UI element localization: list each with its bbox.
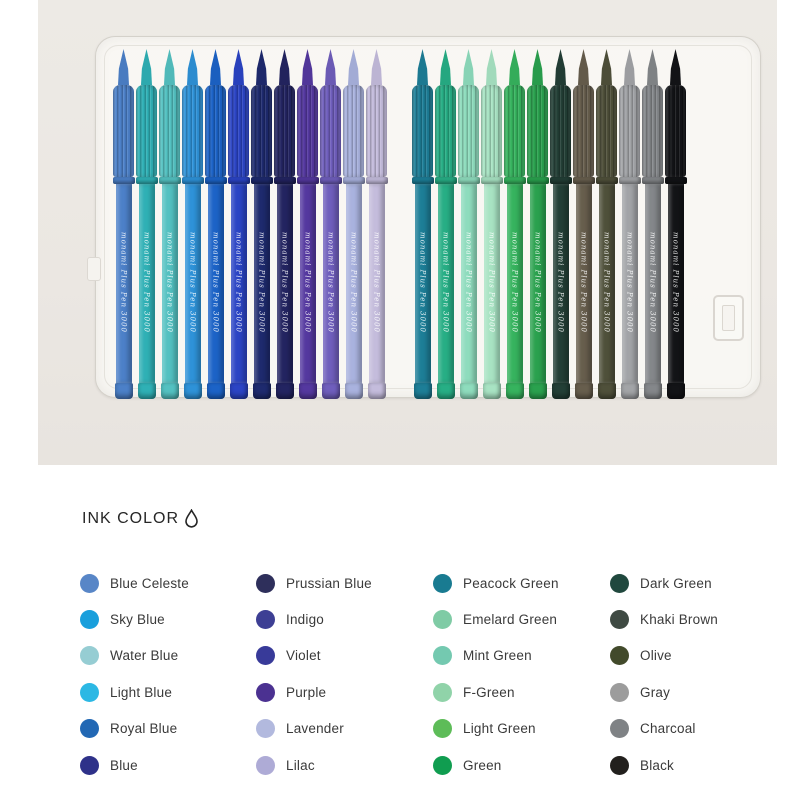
- pen-cap-rim: [228, 177, 250, 184]
- pen-cap-rim: [573, 177, 595, 184]
- pen-label: monami Plus Pen 3000: [303, 232, 312, 333]
- pen-end-cap: [598, 383, 616, 399]
- legend-item: [433, 674, 610, 710]
- pen-cap-rim: [205, 177, 227, 184]
- pen-end-cap: [575, 383, 593, 399]
- pen-cap-rim: [343, 177, 365, 184]
- pen-end-cap: [483, 383, 501, 399]
- legend-item: [610, 601, 800, 637]
- pen: [618, 49, 641, 399]
- legend-item: [256, 601, 433, 637]
- legend-item: [433, 638, 610, 674]
- pen-body: [622, 184, 638, 383]
- pen: [641, 49, 664, 399]
- pen-label: monami Plus Pen 3000: [648, 232, 657, 333]
- pen-tip-icon: [532, 49, 543, 85]
- pen: [365, 49, 388, 399]
- pen-cap: [527, 85, 548, 177]
- color-swatch: [433, 683, 452, 702]
- color-label: Peacock Green: [463, 575, 559, 591]
- pen: [572, 49, 595, 399]
- pen-body: [369, 184, 385, 383]
- pen-end-cap: [161, 383, 179, 399]
- pen-cap: [205, 85, 226, 177]
- pen-label: monami Plus Pen 3000: [326, 232, 335, 333]
- pen-row-blues: [112, 49, 388, 399]
- pen-cap-rim: [642, 177, 664, 184]
- pen-cap-rim: [527, 177, 549, 184]
- color-swatch: [80, 646, 99, 665]
- pen-tip-icon: [279, 49, 290, 85]
- pen-cap: [136, 85, 157, 177]
- legend-item: [433, 747, 610, 783]
- pen-end-cap: [506, 383, 524, 399]
- pen-end-cap: [621, 383, 639, 399]
- pen: [457, 49, 480, 399]
- pen-tip-icon: [578, 49, 589, 85]
- pen-tip-icon: [141, 49, 152, 85]
- pen-tip-icon: [118, 49, 129, 85]
- case-latch-inner: [722, 305, 735, 331]
- pen-label: monami Plus Pen 3000: [579, 232, 588, 333]
- color-label: Khaki Brown: [640, 612, 718, 628]
- pen-cap-rim: [182, 177, 204, 184]
- legend-item: [433, 565, 610, 601]
- pen: [181, 49, 204, 399]
- pen-label: monami Plus Pen 3000: [418, 232, 427, 333]
- pen-body: [507, 184, 523, 383]
- color-label: Dark Green: [640, 575, 712, 591]
- color-label: Prussian Blue: [286, 575, 372, 591]
- legend-column-blues: [80, 565, 256, 783]
- pen-tip-icon: [302, 49, 313, 85]
- color-swatch: [256, 610, 275, 629]
- pen-body: [185, 184, 201, 383]
- pen-cap-rim: [458, 177, 480, 184]
- legend-item: [256, 565, 433, 601]
- color-swatch: [80, 719, 99, 738]
- legend-item: [610, 747, 800, 783]
- color-swatch: [433, 574, 452, 593]
- pen-tip-icon: [601, 49, 612, 85]
- pen-cap-rim: [619, 177, 641, 184]
- pen-label: monami Plus Pen 3000: [257, 232, 266, 333]
- pen-body: [300, 184, 316, 383]
- pen-body: [668, 184, 684, 383]
- pen-label: monami Plus Pen 3000: [533, 232, 542, 333]
- color-label: Violet: [286, 648, 321, 664]
- case-hinge: [87, 257, 101, 281]
- color-label: Lavender: [286, 721, 344, 737]
- pen-end-cap: [460, 383, 478, 399]
- pen-tip-icon: [187, 49, 198, 85]
- pen-cap: [228, 85, 249, 177]
- product-photo: [38, 0, 777, 465]
- pen-tip-icon: [164, 49, 175, 85]
- pen-cap: [320, 85, 341, 177]
- pen: [158, 49, 181, 399]
- legend-title-text: INK COLOR: [82, 509, 180, 527]
- pen-body: [139, 184, 155, 383]
- pen-end-cap: [322, 383, 340, 399]
- pen-end-cap: [276, 383, 294, 399]
- color-label: Indigo: [286, 612, 324, 628]
- color-swatch: [610, 683, 629, 702]
- pen-cap: [435, 85, 456, 177]
- legend-item: [610, 565, 800, 601]
- pen-label: monami Plus Pen 3000: [188, 232, 197, 333]
- pen: [664, 49, 687, 399]
- legend-item: [80, 601, 256, 637]
- pen-cap: [642, 85, 663, 177]
- pen-cap: [274, 85, 295, 177]
- color-label: Green: [463, 757, 502, 773]
- pen-cap: [504, 85, 525, 177]
- pen-tip-icon: [624, 49, 635, 85]
- pen: [503, 49, 526, 399]
- color-swatch: [256, 646, 275, 665]
- pen-cap: [665, 85, 686, 177]
- legend-item: [256, 711, 433, 747]
- color-swatch: [433, 719, 452, 738]
- pen-cap-rim: [366, 177, 388, 184]
- pen: [342, 49, 365, 399]
- pen-end-cap: [368, 383, 386, 399]
- color-label: Blue: [110, 757, 138, 773]
- color-swatch: [256, 756, 275, 775]
- legend-column-darks: [610, 565, 800, 783]
- color-swatch: [80, 610, 99, 629]
- pen-label: monami Plus Pen 3000: [142, 232, 151, 333]
- pen-tip-icon: [670, 49, 681, 85]
- legend-item: [433, 711, 610, 747]
- legend-item: [256, 674, 433, 710]
- pen-cap-rim: [665, 177, 687, 184]
- legend-item: [256, 747, 433, 783]
- legend-item: [610, 638, 800, 674]
- pen-label: monami Plus Pen 3000: [234, 232, 243, 333]
- pen-body: [645, 184, 661, 383]
- pen: [549, 49, 572, 399]
- legend-item: [610, 711, 800, 747]
- pen-end-cap: [115, 383, 133, 399]
- pen: [135, 49, 158, 399]
- pen: [296, 49, 319, 399]
- pen: [526, 49, 549, 399]
- pen-cap: [596, 85, 617, 177]
- color-label: Emelard Green: [463, 612, 558, 628]
- pen-tip-icon: [463, 49, 474, 85]
- legend-item: [433, 601, 610, 637]
- color-swatch: [610, 646, 629, 665]
- pen-body: [461, 184, 477, 383]
- pen-label: monami Plus Pen 3000: [441, 232, 450, 333]
- pen-cap: [573, 85, 594, 177]
- legend-grid: [80, 565, 800, 783]
- case-latch: [713, 295, 744, 341]
- pen-label: monami Plus Pen 3000: [349, 232, 358, 333]
- pen-end-cap: [529, 383, 547, 399]
- pen-cap: [412, 85, 433, 177]
- pen-label: monami Plus Pen 3000: [487, 232, 496, 333]
- pen-end-cap: [437, 383, 455, 399]
- pen-body: [346, 184, 362, 383]
- pen-end-cap: [230, 383, 248, 399]
- color-label: Black: [640, 757, 675, 773]
- pen-body: [277, 184, 293, 383]
- pen-cap-rim: [251, 177, 273, 184]
- pen-tip-icon: [486, 49, 497, 85]
- pen-cap-rim: [136, 177, 158, 184]
- pen-body: [415, 184, 431, 383]
- pen-cap: [251, 85, 272, 177]
- pen-cap-rim: [320, 177, 342, 184]
- pen-end-cap: [345, 383, 363, 399]
- pen-cap: [481, 85, 502, 177]
- pen-cap: [619, 85, 640, 177]
- pen-cap: [366, 85, 387, 177]
- pen-tip-icon: [371, 49, 382, 85]
- color-label: Mint Green: [463, 648, 532, 664]
- pen-label: monami Plus Pen 3000: [280, 232, 289, 333]
- pen-body: [231, 184, 247, 383]
- color-swatch: [610, 574, 629, 593]
- pen-body: [254, 184, 270, 383]
- pen: [112, 49, 135, 399]
- pen-label: monami Plus Pen 3000: [464, 232, 473, 333]
- legend-item: [80, 638, 256, 674]
- legend-item: [80, 565, 256, 601]
- pen-cap-rim: [412, 177, 434, 184]
- pen-cap: [297, 85, 318, 177]
- color-label: Olive: [640, 648, 672, 664]
- color-label: Light Green: [463, 721, 536, 737]
- pen-body: [576, 184, 592, 383]
- color-label: Light Blue: [110, 684, 173, 700]
- color-label: Charcoal: [640, 721, 696, 737]
- color-label: Lilac: [286, 757, 315, 773]
- color-label: Royal Blue: [110, 721, 178, 737]
- pen: [273, 49, 296, 399]
- color-swatch: [610, 610, 629, 629]
- pen-cap-rim: [481, 177, 503, 184]
- pen-cap-rim: [297, 177, 319, 184]
- pen-end-cap: [184, 383, 202, 399]
- color-label: Water Blue: [110, 648, 179, 664]
- color-swatch: [80, 756, 99, 775]
- pen: [595, 49, 618, 399]
- color-swatch: [256, 683, 275, 702]
- pen-end-cap: [414, 383, 432, 399]
- pen-tip-icon: [256, 49, 267, 85]
- legend-item: [80, 747, 256, 783]
- pen-label: monami Plus Pen 3000: [602, 232, 611, 333]
- color-swatch: [256, 719, 275, 738]
- pen-cap: [458, 85, 479, 177]
- pen-body: [553, 184, 569, 383]
- pen: [480, 49, 503, 399]
- pen-cap-rim: [504, 177, 526, 184]
- pen-cap: [113, 85, 134, 177]
- pen-body: [116, 184, 132, 383]
- pen-end-cap: [253, 383, 271, 399]
- pen-tip-icon: [440, 49, 451, 85]
- pen-body: [484, 184, 500, 383]
- pen-cap-rim: [550, 177, 572, 184]
- pen-label: monami Plus Pen 3000: [165, 232, 174, 333]
- pen-tip-icon: [555, 49, 566, 85]
- pen-cap: [159, 85, 180, 177]
- legend-title: [82, 509, 199, 528]
- pen-end-cap: [299, 383, 317, 399]
- pen-label: monami Plus Pen 3000: [211, 232, 220, 333]
- legend-item: [80, 711, 256, 747]
- pen-body: [438, 184, 454, 383]
- pen-body: [162, 184, 178, 383]
- pen: [250, 49, 273, 399]
- pen-end-cap: [552, 383, 570, 399]
- pen-cap-rim: [596, 177, 618, 184]
- pen-label: monami Plus Pen 3000: [372, 232, 381, 333]
- pen-case: [95, 36, 761, 398]
- pen: [204, 49, 227, 399]
- legend-item: [256, 638, 433, 674]
- pen-end-cap: [644, 383, 662, 399]
- pen-label: monami Plus Pen 3000: [119, 232, 128, 333]
- pen-tip-icon: [509, 49, 520, 85]
- pen-label: monami Plus Pen 3000: [556, 232, 565, 333]
- pen: [319, 49, 342, 399]
- pen-cap: [343, 85, 364, 177]
- pen-end-cap: [207, 383, 225, 399]
- pen-body: [208, 184, 224, 383]
- color-swatch: [80, 574, 99, 593]
- pen-cap-rim: [113, 177, 135, 184]
- color-label: Blue Celeste: [110, 575, 189, 591]
- color-swatch: [256, 574, 275, 593]
- pen-cap: [550, 85, 571, 177]
- color-swatch: [433, 756, 452, 775]
- pen: [227, 49, 250, 399]
- pen-tip-icon: [647, 49, 658, 85]
- legend-column-greens: [433, 565, 610, 783]
- color-swatch: [610, 719, 629, 738]
- pen-cap-rim: [159, 177, 181, 184]
- legend-column-purples: [256, 565, 433, 783]
- color-swatch: [610, 756, 629, 775]
- pen-label: monami Plus Pen 3000: [510, 232, 519, 333]
- color-swatch: [433, 610, 452, 629]
- pen-row-greens: [411, 49, 687, 399]
- pen-tip-icon: [233, 49, 244, 85]
- pen: [434, 49, 457, 399]
- pen-body: [599, 184, 615, 383]
- pen-tip-icon: [348, 49, 359, 85]
- pen-end-cap: [667, 383, 685, 399]
- color-label: Sky Blue: [110, 612, 165, 628]
- color-label: Purple: [286, 684, 327, 700]
- pen-cap-rim: [274, 177, 296, 184]
- pen-tip-icon: [417, 49, 428, 85]
- pen-end-cap: [138, 383, 156, 399]
- legend-item: [80, 674, 256, 710]
- pen-label: monami Plus Pen 3000: [671, 232, 680, 333]
- color-label: F-Green: [463, 684, 515, 700]
- pen-body: [323, 184, 339, 383]
- ink-drop-icon: [184, 509, 199, 528]
- pen-body: [530, 184, 546, 383]
- color-swatch: [80, 683, 99, 702]
- pen: [411, 49, 434, 399]
- pen-cap: [182, 85, 203, 177]
- pen-tip-icon: [210, 49, 221, 85]
- legend-item: [610, 674, 800, 710]
- pen-label: monami Plus Pen 3000: [625, 232, 634, 333]
- color-swatch: [433, 646, 452, 665]
- pen-cap-rim: [435, 177, 457, 184]
- color-label: Gray: [640, 684, 671, 700]
- pen-tip-icon: [325, 49, 336, 85]
